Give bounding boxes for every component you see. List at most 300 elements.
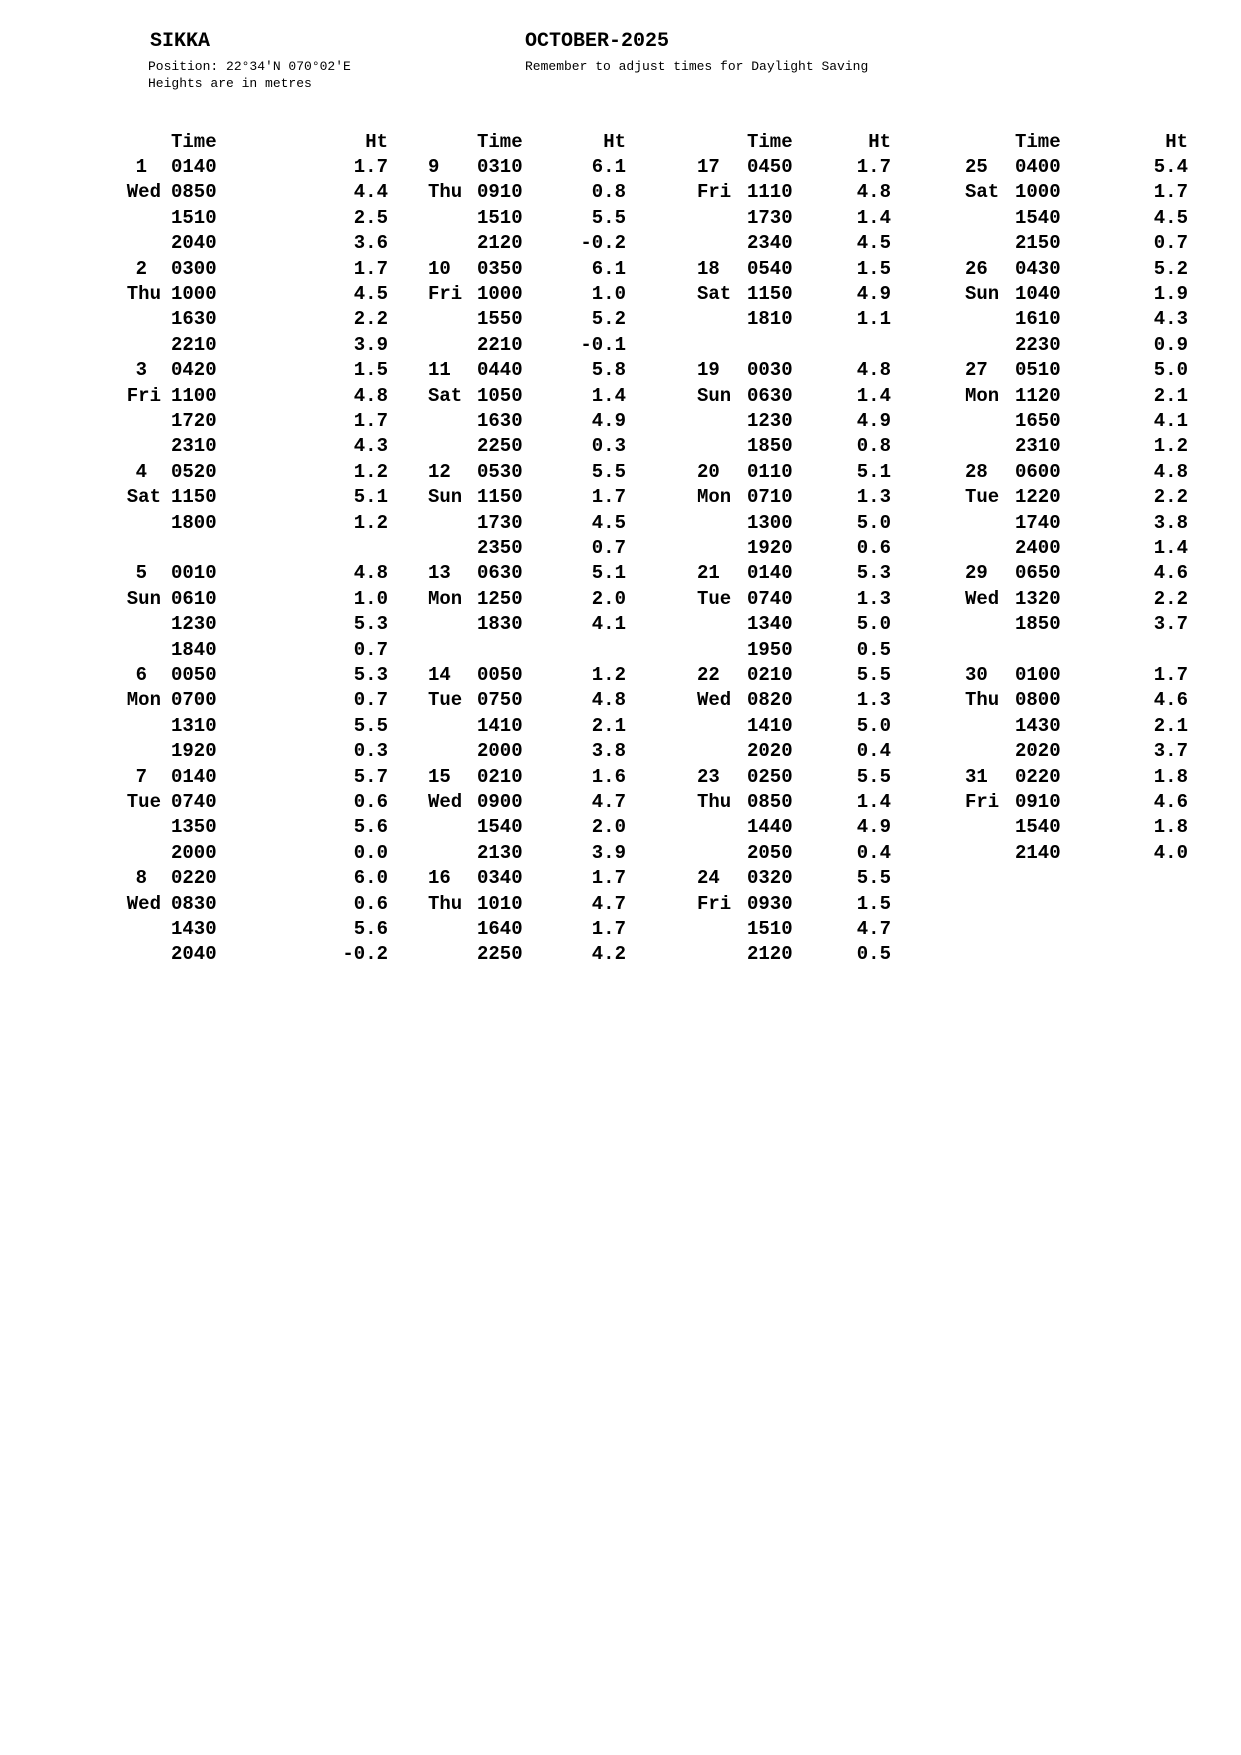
tide-time: 2340 (747, 232, 793, 255)
tide-height: 0.0 (353, 841, 388, 864)
tide-height: 1.5 (856, 892, 891, 915)
day-number: 6 (135, 664, 147, 686)
tide-height: 0.3 (353, 740, 388, 763)
tide-time: 1220 (1015, 486, 1061, 509)
tide-height: 1.3 (856, 689, 891, 712)
tide-time: 1050 (477, 384, 523, 407)
day-number: 9 (428, 156, 440, 178)
tide-height: 1.8 (1153, 816, 1188, 839)
tide-height: 5.6 (353, 816, 388, 839)
tide-time: 1810 (747, 308, 793, 331)
tide-table (0, 131, 1241, 1022)
tide-time: 2000 (477, 740, 523, 763)
tide-height: 5.3 (856, 562, 891, 585)
ht-header: Ht (1165, 131, 1188, 153)
tide-time: 1150 (171, 486, 217, 509)
day-of-week: Thu (126, 283, 161, 305)
tide-time: 1300 (747, 511, 793, 534)
day-number: 29 (965, 562, 988, 585)
tide-height: 4.3 (353, 435, 388, 458)
tide-time: 2310 (171, 435, 217, 458)
tide-height: 0.7 (353, 638, 388, 661)
tide-height: 0.5 (856, 943, 891, 966)
tide-height: 2.1 (1153, 714, 1188, 737)
tide-time: 0710 (747, 486, 793, 509)
day-of-week: Sat (697, 283, 732, 305)
day-number: 23 (697, 765, 720, 788)
day-number: 12 (428, 460, 451, 483)
tide-time: 0210 (477, 765, 523, 788)
tide-time: 1610 (1015, 308, 1061, 331)
tide-height: -0.1 (580, 333, 626, 356)
tide-height: 1.4 (591, 384, 626, 407)
tide-height: 1.7 (1153, 664, 1188, 686)
tide-time: 1410 (747, 714, 793, 737)
tide-time: 0430 (1015, 257, 1061, 280)
tide-time: 0340 (477, 867, 523, 890)
tide-time: 0220 (171, 867, 217, 890)
tide-time: 2210 (171, 333, 217, 356)
tide-time: 0630 (747, 384, 793, 407)
day-of-week: Fri (965, 791, 1000, 813)
tide-height: 0.8 (591, 181, 626, 204)
tide-height: 4.9 (856, 283, 891, 305)
tide-time: 1920 (747, 537, 793, 559)
tide-time: 1320 (1015, 587, 1061, 610)
tide-time: 0820 (747, 689, 793, 712)
tide-time: 2000 (171, 841, 217, 864)
tide-time: 0420 (171, 359, 217, 382)
tide-height: 4.8 (353, 384, 388, 407)
tide-height: 0.6 (353, 791, 388, 813)
tide-height: 4.5 (1153, 206, 1188, 229)
tide-time: 2130 (477, 841, 523, 864)
daylight-saving-note: Remember to adjust times for Daylight Saving (525, 59, 869, 74)
tide-height: 1.8 (1153, 765, 1188, 788)
tide-time: 1540 (1015, 206, 1061, 229)
tide-height: 4.2 (591, 943, 626, 966)
tide-time: 1720 (171, 410, 217, 432)
tide-height: 3.7 (1153, 740, 1188, 763)
tide-height: 0.7 (353, 689, 388, 712)
day-of-week: Fri (697, 181, 732, 204)
tide-time: 2350 (477, 537, 523, 559)
day-number: 2 (135, 257, 147, 280)
tide-time: 0140 (171, 156, 217, 178)
tide-time: 1040 (1015, 283, 1061, 305)
tide-time: 1430 (1015, 714, 1061, 737)
heights-note: Heights are in metres (148, 76, 312, 91)
tide-time: 1550 (477, 308, 523, 331)
ht-header: Ht (603, 131, 626, 153)
day-number: 1 (135, 156, 147, 178)
tide-height: 1.7 (856, 156, 891, 178)
tide-time: 1510 (747, 918, 793, 940)
tide-height: 1.7 (353, 257, 388, 280)
tide-time: 1850 (747, 435, 793, 458)
tide-height: 0.3 (591, 435, 626, 458)
tide-time: 0050 (171, 664, 217, 686)
day-of-week: Tue (428, 689, 463, 712)
day-number: 7 (135, 765, 147, 788)
day-number: 14 (428, 664, 451, 686)
tide-time: 1000 (477, 283, 523, 305)
tide-time: 2020 (1015, 740, 1061, 763)
time-header: Time (747, 131, 793, 153)
tide-time: 2400 (1015, 537, 1061, 559)
day-number: 22 (697, 664, 720, 686)
tide-time: 1100 (171, 384, 217, 407)
tide-time: 0100 (1015, 664, 1061, 686)
day-number: 5 (135, 562, 147, 585)
day-number: 18 (697, 257, 720, 280)
tide-height: 4.6 (1153, 689, 1188, 712)
tide-height: 0.9 (1153, 333, 1188, 356)
tide-height: 1.4 (856, 384, 891, 407)
tide-time: 1630 (171, 308, 217, 331)
tide-height: 0.7 (591, 537, 626, 559)
tide-time: 1950 (747, 638, 793, 661)
tide-height: 3.8 (1153, 511, 1188, 534)
tide-height: 1.7 (353, 410, 388, 432)
tide-height: 5.5 (591, 206, 626, 229)
day-number: 24 (697, 867, 720, 890)
tide-time: 2120 (477, 232, 523, 255)
day-of-week: Sun (697, 384, 732, 407)
day-number: 21 (697, 562, 720, 585)
tide-height: 1.7 (1153, 181, 1188, 204)
tide-time: 0740 (747, 587, 793, 610)
tide-height: 1.5 (353, 359, 388, 382)
time-header: Time (1015, 131, 1061, 153)
day-of-week: Sun (126, 587, 161, 610)
tide-height: 5.0 (856, 511, 891, 534)
day-number: 16 (428, 867, 451, 890)
tide-time: 0350 (477, 257, 523, 280)
tide-height: 5.2 (1153, 257, 1188, 280)
tide-time: 1310 (171, 714, 217, 737)
day-number: 30 (965, 664, 988, 686)
tide-height: 2.1 (1153, 384, 1188, 407)
day-of-week: Mon (126, 689, 161, 712)
tide-time: 1350 (171, 816, 217, 839)
tide-time: 0800 (1015, 689, 1061, 712)
day-number: 3 (135, 359, 147, 382)
tide-height: 3.6 (353, 232, 388, 255)
tide-time: 2250 (477, 435, 523, 458)
tide-time: 0520 (171, 460, 217, 483)
tide-height: 1.4 (856, 206, 891, 229)
tide-height: 4.0 (1153, 841, 1188, 864)
tide-time: 1850 (1015, 613, 1061, 636)
day-of-week: Tue (697, 587, 732, 610)
tide-height: 5.0 (856, 714, 891, 737)
tide-time: 0320 (747, 867, 793, 890)
tide-time: 0700 (171, 689, 217, 712)
tide-height: 2.2 (1153, 587, 1188, 610)
tide-time: 1840 (171, 638, 217, 661)
day-of-week: Wed (126, 181, 161, 204)
tide-time: 0930 (747, 892, 793, 915)
tide-height: 4.6 (1153, 562, 1188, 585)
tide-height: 1.2 (353, 460, 388, 483)
tide-height: 0.4 (856, 740, 891, 763)
tide-time: 0010 (171, 562, 217, 585)
tide-time: 0830 (171, 892, 217, 915)
tide-time: 2040 (171, 232, 217, 255)
tide-height: 1.4 (856, 791, 891, 813)
day-number: 26 (965, 257, 988, 280)
day-of-week: Wed (697, 689, 732, 712)
tide-height: 2.1 (591, 714, 626, 737)
position-text: Position: 22°34'N 070°02'E (148, 59, 351, 74)
day-number: 15 (428, 765, 451, 788)
tide-time: 2230 (1015, 333, 1061, 356)
tide-time: 0310 (477, 156, 523, 178)
tide-time: 1730 (747, 206, 793, 229)
tide-height: 4.4 (353, 181, 388, 204)
tide-height: 5.4 (1153, 156, 1188, 178)
tide-height: 0.7 (1153, 232, 1188, 255)
month-title: OCTOBER-2025 (525, 30, 670, 53)
tide-time: 1640 (477, 918, 523, 940)
tide-time: 0250 (747, 765, 793, 788)
tide-time: 1740 (1015, 511, 1061, 534)
tide-height: 5.1 (353, 486, 388, 509)
day-of-week: Thu (428, 892, 463, 915)
tide-height: 2.5 (353, 206, 388, 229)
tide-time: 0140 (171, 765, 217, 788)
day-of-week: Wed (428, 791, 463, 813)
tide-time: 1230 (747, 410, 793, 432)
day-of-week: Sun (428, 486, 463, 509)
tide-time: 1230 (171, 613, 217, 636)
tide-time: 1630 (477, 410, 523, 432)
tide-time: 1540 (477, 816, 523, 839)
tide-height: 5.0 (1153, 359, 1188, 382)
tide-time: 0220 (1015, 765, 1061, 788)
day-of-week: Thu (428, 181, 463, 204)
day-number: 27 (965, 359, 988, 382)
ht-header: Ht (365, 131, 388, 153)
tide-time: 1650 (1015, 410, 1061, 432)
tide-time: 0540 (747, 257, 793, 280)
tide-time: 0050 (477, 664, 523, 686)
tide-time: 1340 (747, 613, 793, 636)
tide-height: 5.7 (353, 765, 388, 788)
tide-time: 0510 (1015, 359, 1061, 382)
tide-time: 0300 (171, 257, 217, 280)
tide-height: 1.5 (856, 257, 891, 280)
tide-time: 1110 (747, 181, 793, 204)
tide-time: 1430 (171, 918, 217, 940)
tide-height: -0.2 (342, 943, 388, 966)
tide-height: 0.6 (353, 892, 388, 915)
tide-time: 0600 (1015, 460, 1061, 483)
tide-height: 1.2 (1153, 435, 1188, 458)
tide-time: 1410 (477, 714, 523, 737)
tide-time: 2120 (747, 943, 793, 966)
tide-height: 3.8 (591, 740, 626, 763)
tide-time: 0850 (747, 791, 793, 813)
tide-height: 1.2 (591, 664, 626, 686)
tide-height: 6.1 (591, 257, 626, 280)
tide-height: 5.0 (856, 613, 891, 636)
tide-height: 1.7 (591, 918, 626, 940)
tide-time: 0750 (477, 689, 523, 712)
day-number: 28 (965, 460, 988, 483)
day-of-week: Thu (697, 791, 732, 813)
day-number: 19 (697, 359, 720, 382)
tide-height: 1.3 (856, 587, 891, 610)
tide-height: 4.7 (591, 892, 626, 915)
tide-time: 1150 (747, 283, 793, 305)
day-number: 25 (965, 156, 988, 178)
day-of-week: Mon (697, 486, 732, 509)
tide-height: 5.1 (856, 460, 891, 483)
tide-height: 4.8 (353, 562, 388, 585)
tide-time: 1120 (1015, 384, 1061, 407)
tide-time: 1250 (477, 587, 523, 610)
tide-time: 1150 (477, 486, 523, 509)
tide-time: 0450 (747, 156, 793, 178)
day-number: 4 (135, 460, 147, 483)
tide-height: 1.0 (353, 587, 388, 610)
tide-height: 1.4 (1153, 537, 1188, 559)
tide-height: 1.2 (353, 511, 388, 534)
day-of-week: Fri (428, 283, 463, 305)
tide-time: 0140 (747, 562, 793, 585)
tide-time: 2140 (1015, 841, 1061, 864)
day-of-week: Mon (428, 587, 463, 610)
tide-height: 4.3 (1153, 308, 1188, 331)
day-number: 10 (428, 257, 451, 280)
tide-height: 4.8 (856, 181, 891, 204)
tide-height: 4.9 (591, 410, 626, 432)
tide-height: 0.6 (856, 537, 891, 559)
tide-height: 5.5 (856, 765, 891, 788)
tide-time: 2050 (747, 841, 793, 864)
tide-height: 1.7 (591, 486, 626, 509)
tide-height: -0.2 (580, 232, 626, 255)
day-number: 11 (428, 359, 451, 382)
tide-height: 4.6 (1153, 791, 1188, 813)
tide-height: 1.6 (591, 765, 626, 788)
tide-time: 0630 (477, 562, 523, 585)
tide-height: 0.5 (856, 638, 891, 661)
tide-time: 2310 (1015, 435, 1061, 458)
tide-height: 6.0 (353, 867, 388, 890)
tide-time: 1730 (477, 511, 523, 534)
tide-height: 1.9 (1153, 283, 1188, 305)
tide-height: 4.8 (856, 359, 891, 382)
day-number: 20 (697, 460, 720, 483)
tide-time: 2040 (171, 943, 217, 966)
day-of-week: Tue (965, 486, 1000, 509)
tide-time: 0400 (1015, 156, 1061, 178)
tide-height: 2.2 (353, 308, 388, 331)
tide-height: 5.5 (591, 460, 626, 483)
time-header: Time (477, 131, 523, 153)
station-name: SIKKA (150, 30, 211, 53)
tide-time: 1920 (171, 740, 217, 763)
day-number: 17 (697, 156, 720, 178)
tide-height: 1.7 (353, 156, 388, 178)
tide-time: 1800 (171, 511, 217, 534)
day-of-week: Sun (965, 283, 1000, 305)
day-of-week: Mon (965, 384, 1000, 407)
tide-height: 4.5 (856, 232, 891, 255)
tide-height: 2.0 (591, 816, 626, 839)
tide-height: 1.3 (856, 486, 891, 509)
tide-height: 3.9 (591, 841, 626, 864)
tide-height: 4.5 (353, 283, 388, 305)
tide-height: 0.4 (856, 841, 891, 864)
tide-height: 4.9 (856, 410, 891, 432)
tide-time: 2210 (477, 333, 523, 356)
day-of-week: Sat (965, 181, 1000, 204)
day-of-week: Fri (126, 384, 161, 407)
tide-height: 5.5 (856, 664, 891, 686)
day-number: 31 (965, 765, 988, 788)
tide-height: 2.2 (1153, 486, 1188, 509)
day-of-week: Thu (965, 689, 1000, 712)
tide-height: 5.8 (591, 359, 626, 382)
tide-height: 5.3 (353, 664, 388, 686)
tide-height: 5.3 (353, 613, 388, 636)
tide-time: 0740 (171, 791, 217, 813)
tide-time: 1010 (477, 892, 523, 915)
tide-time: 0610 (171, 587, 217, 610)
ht-header: Ht (868, 131, 891, 153)
tide-height: 4.7 (856, 918, 891, 940)
tide-time: 1830 (477, 613, 523, 636)
tide-height: 5.2 (591, 308, 626, 331)
tide-height: 3.7 (1153, 613, 1188, 636)
day-of-week: Wed (126, 892, 161, 915)
tide-height: 4.7 (591, 791, 626, 813)
tide-time: 1000 (171, 283, 217, 305)
tide-height: 5.5 (353, 714, 388, 737)
tide-height: 1.0 (591, 283, 626, 305)
time-header: Time (171, 131, 217, 153)
tide-height: 0.8 (856, 435, 891, 458)
tide-height: 5.6 (353, 918, 388, 940)
tide-height: 5.5 (856, 867, 891, 890)
tide-time: 0210 (747, 664, 793, 686)
tide-time: 0910 (1015, 791, 1061, 813)
tide-time: 1540 (1015, 816, 1061, 839)
tide-height: 6.1 (591, 156, 626, 178)
tide-time: 0110 (747, 460, 793, 483)
tide-time: 0440 (477, 359, 523, 382)
tide-time: 0900 (477, 791, 523, 813)
tide-height: 4.1 (1153, 410, 1188, 432)
tide-time: 0530 (477, 460, 523, 483)
tide-time: 1510 (477, 206, 523, 229)
tide-time: 2150 (1015, 232, 1061, 255)
tide-height: 4.5 (591, 511, 626, 534)
tide-time: 1510 (171, 206, 217, 229)
tide-height: 4.9 (856, 816, 891, 839)
tide-height: 5.1 (591, 562, 626, 585)
day-of-week: Tue (126, 791, 161, 813)
tide-time: 0850 (171, 181, 217, 204)
day-of-week: Sat (428, 384, 463, 407)
tide-height: 2.0 (591, 587, 626, 610)
tide-time: 2250 (477, 943, 523, 966)
tide-time: 0030 (747, 359, 793, 382)
